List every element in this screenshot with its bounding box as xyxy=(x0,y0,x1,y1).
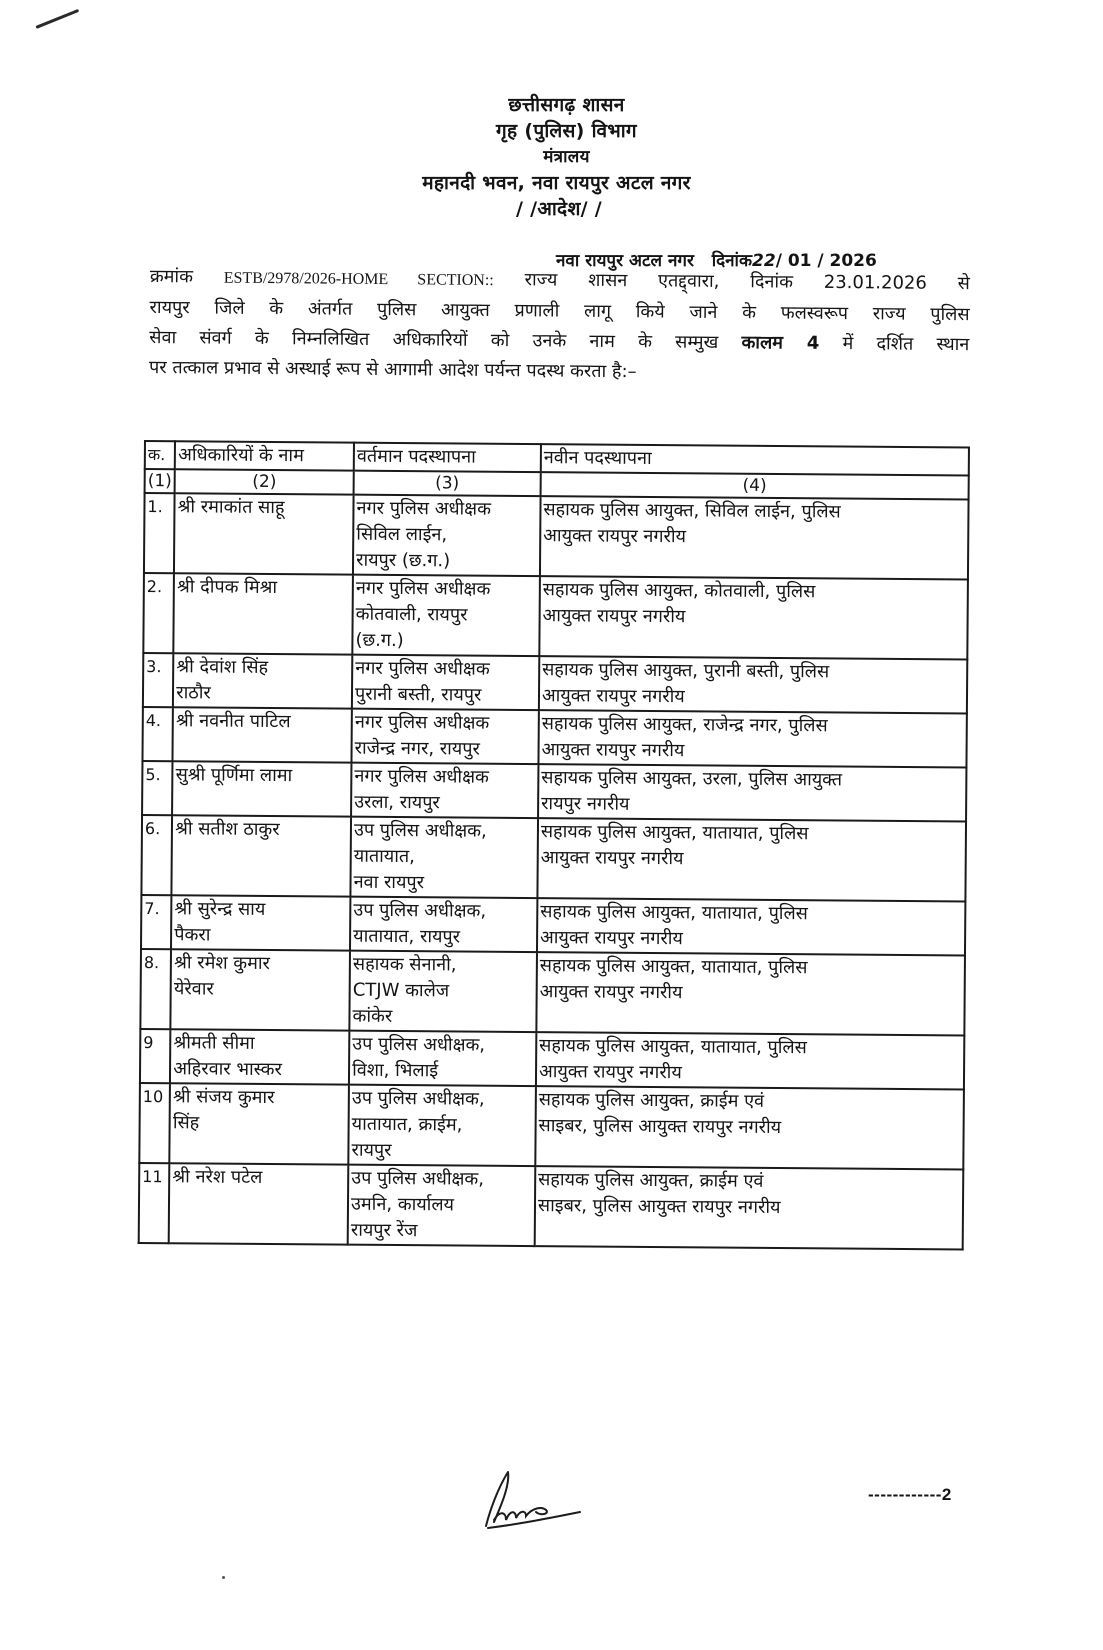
current-posting-line: रायपुर xyxy=(351,1139,392,1161)
serial-number: 9 xyxy=(140,1029,171,1083)
serial-number: 11 xyxy=(139,1163,170,1243)
new-posting-line: साइबर, पुलिस आयुक्त रायपुर नगरीय xyxy=(537,1195,781,1219)
new-posting-line: आयुक्त रायपुर नगरीय xyxy=(540,847,684,870)
new-posting-line: आयुक्त रायपुर नगरीय xyxy=(539,981,683,1004)
officer-name xyxy=(172,761,351,816)
header-serial: क. xyxy=(145,441,175,469)
serial-number: 10 xyxy=(139,1083,170,1163)
serial-number: 8. xyxy=(140,949,171,1029)
officer-name-line: सुश्री पूर्णिमा लामा xyxy=(175,764,293,787)
officer-name-line: अहिरवार भास्कर xyxy=(173,1058,282,1081)
current-posting-line: रायपुर (छ.ग.) xyxy=(356,549,451,572)
new-posting-line: रायपुर नगरीय xyxy=(541,793,630,815)
officer-name xyxy=(171,895,350,950)
current-posting-line: उप पुलिस अधीक्षक, xyxy=(353,899,487,922)
current-posting-line: सहायक सेनानी, xyxy=(352,953,457,976)
current-posting-line: (छ.ग.) xyxy=(355,629,404,652)
new-posting xyxy=(538,710,966,767)
current-posting xyxy=(352,655,539,710)
new-posting xyxy=(539,576,968,659)
new-posting-line: आयुक्त रायपुर नगरीय xyxy=(541,739,685,762)
current-posting xyxy=(353,495,540,576)
new-posting-line: सहायक पुलिस आयुक्त, यातायात, पुलिस xyxy=(540,901,808,925)
serial-number: 7. xyxy=(141,895,172,949)
officer-name xyxy=(174,493,353,574)
current-posting-line: उप पुलिस अधीक्षक, xyxy=(352,1033,486,1056)
column-number-3: (3) xyxy=(354,471,541,496)
new-posting xyxy=(536,952,965,1035)
header-current-posting: वर्तमान पदस्थापना xyxy=(354,443,541,472)
current-posting-line: उरला, रायपुर xyxy=(354,791,440,814)
officer-name xyxy=(172,815,351,896)
new-posting-line: सहायक पुलिस आयुक्त, राजेन्द्र नगर, पुलिस xyxy=(541,713,828,737)
scan-speck xyxy=(222,1576,225,1579)
current-posting xyxy=(348,1085,535,1166)
current-posting-line: उप पुलिस अधीक्षक, xyxy=(353,819,487,842)
current-posting xyxy=(350,817,537,898)
officer-name xyxy=(170,1083,349,1164)
officer-name xyxy=(173,707,352,762)
current-posting xyxy=(352,575,539,656)
officer-name-line: श्री नरेश पटेल xyxy=(172,1166,263,1188)
officer-name-line: श्री रमेश कुमार xyxy=(174,952,271,975)
current-posting-line: यातायात, रायपुर xyxy=(353,925,461,948)
new-posting xyxy=(535,1166,964,1249)
new-posting-line: सहायक पुलिस आयुक्त, पुरानी बस्ती, पुलिस xyxy=(542,659,830,683)
document-header xyxy=(0,92,1103,222)
current-posting-line: नगर पुलिस अधीक्षक xyxy=(355,577,491,600)
office-address: महानदी भवन, नवा रायपुर अटल नगर xyxy=(422,172,691,194)
current-posting-line: रायपुर रेंज xyxy=(350,1219,418,1242)
new-posting-line: सहायक पुलिस आयुक्त, कोतवाली, पुलिस xyxy=(542,579,816,603)
new-posting-line: सहायक पुलिस आयुक्त, क्राईम एवं xyxy=(538,1169,764,1192)
column-reference: कालम 4 xyxy=(741,332,820,354)
new-posting-line: आयुक्त रायपुर नगरीय xyxy=(541,685,685,708)
current-posting-line: नवा रायपुर xyxy=(353,871,425,894)
new-posting xyxy=(535,1086,964,1169)
serial-number: 2. xyxy=(143,573,174,653)
header-officer-name: अधिकारियों के नाम xyxy=(175,441,354,470)
current-posting-line: नगर पुलिस अधीक्षक xyxy=(354,765,489,788)
officer-name xyxy=(173,653,352,708)
table-row xyxy=(140,1029,964,1089)
current-posting-line: सिविल लाईन, xyxy=(356,523,448,546)
intro-line3-prefix: सेवा संवर्ग के निम्नलिखित अधिकारियों को उनके नाम के सम्मुख xyxy=(149,326,719,353)
current-posting-line: नगर पुलिस अधीक्षक xyxy=(355,657,490,680)
intro-line1-text: राज्य शासन एतद्द्वारा, दिनांक 23.01.2026 से xyxy=(524,269,970,295)
current-posting-line: राजेन्द्र नगर, रायपुर xyxy=(354,737,480,760)
current-posting-line: उप पुलिस अधीक्षक, xyxy=(351,1167,485,1190)
current-posting xyxy=(349,951,536,1032)
table-row xyxy=(139,1163,964,1249)
serial-number: 6. xyxy=(141,815,172,895)
government-name: छत्तीसगढ़ शासन xyxy=(508,94,625,116)
current-posting-line: यातायात, xyxy=(353,845,416,868)
order-intro-paragraph xyxy=(149,262,970,390)
new-posting-line: साइबर, पुलिस आयुक्त रायपुर नगरीय xyxy=(538,1115,782,1139)
officer-name-line: पैकरा xyxy=(174,924,211,946)
table-row xyxy=(139,1083,964,1169)
printed-date: / 01 / 2026 xyxy=(775,251,877,271)
current-posting-line: कोतवाली, रायपुर xyxy=(355,603,468,626)
table-row xyxy=(141,895,965,955)
intro-line3-suffix: में दर्शित स्थान xyxy=(842,333,970,356)
column-number-2: (2) xyxy=(175,469,354,494)
officer-name-line: श्री दीपक मिश्रा xyxy=(177,576,278,599)
current-posting-line: उमनि, कार्यालय xyxy=(351,1193,455,1216)
new-posting xyxy=(539,656,967,713)
table-row xyxy=(143,573,968,659)
serial-number: 1. xyxy=(144,493,175,573)
table-row xyxy=(143,653,967,713)
table-row xyxy=(142,707,966,767)
table-row xyxy=(142,761,966,821)
new-posting-line: आयुक्त रायपुर नगरीय xyxy=(542,605,686,628)
officer-name-line: श्री सुरेन्द्र साय xyxy=(174,898,266,920)
officer-name-line: येरेवार xyxy=(173,978,214,1000)
officer-name xyxy=(171,949,350,1030)
new-posting xyxy=(538,764,966,821)
new-posting-line: आयुक्त रायपुर नगरीय xyxy=(543,525,687,548)
serial-number: 3. xyxy=(143,653,174,707)
ministry-name: मंत्रालय xyxy=(543,147,590,167)
handwritten-date: 22 xyxy=(752,251,776,271)
serial-number: 5. xyxy=(142,761,173,815)
officer-name xyxy=(169,1163,348,1244)
new-posting-line: सहायक पुलिस आयुक्त, क्राईम एवं xyxy=(538,1089,765,1112)
new-posting xyxy=(536,1032,964,1089)
table-row xyxy=(141,815,966,901)
officer-name-line: श्री संजय कुमार xyxy=(172,1086,275,1109)
posting-table-container xyxy=(138,440,970,1250)
current-posting xyxy=(349,1031,536,1086)
current-posting-line: नगर पुलिस अधीक्षक xyxy=(356,497,492,520)
current-posting-line: उप पुलिस अधीक्षक, xyxy=(351,1087,485,1110)
officer-name-line: श्री नवनीत पाटिल xyxy=(175,710,291,733)
page-continuation-marker: ------------2 xyxy=(868,1485,952,1504)
current-posting-line: पुरानी बस्ती, रायपुर xyxy=(355,683,482,706)
current-posting-line: नगर पुलिस अधीक्षक xyxy=(354,711,490,734)
header-new-posting: नवीन पदस्थापना xyxy=(541,444,969,475)
new-posting-line: सहायक पुलिस आयुक्त, यातायात, पुलिस xyxy=(539,1035,807,1059)
current-posting xyxy=(351,763,538,818)
officer-name-line: राठौर xyxy=(176,682,211,704)
dateline-label: दिनांक xyxy=(711,251,753,271)
column-number-1: (1) xyxy=(145,469,175,493)
dateline-place: नवा रायपुर अटल नगर xyxy=(556,251,694,271)
new-posting-line: सहायक पुलिस आयुक्त, यातायात, पुलिस xyxy=(540,821,809,845)
officer-name xyxy=(174,573,353,654)
new-posting-line: आयुक्त रायपुर नगरीय xyxy=(538,1061,682,1084)
table-row xyxy=(144,493,969,579)
column-number-4: (4) xyxy=(541,472,969,499)
reference-number: ESTB/2978/2026-HOME SECTION:: xyxy=(223,269,494,290)
new-posting-line: सहायक पुलिस आयुक्त, उरला, पुलिस आयुक्त xyxy=(541,767,843,791)
officer-name-line: श्री रमाकांत साहू xyxy=(177,496,285,519)
signature xyxy=(480,1470,590,1530)
officer-name-line: श्री देवांश सिंह xyxy=(176,656,269,678)
reference-prefix: क्रमांक xyxy=(149,265,194,288)
officer-name xyxy=(170,1029,349,1084)
intro-line4: पर तत्काल प्रभाव से अस्थाई रूप से आगामी आदेश पर्यन्त पदस्थ करता है:– xyxy=(148,356,637,383)
current-posting-line: यातायात, क्राईम, xyxy=(351,1113,463,1136)
table-row xyxy=(140,949,965,1035)
new-posting-line: सहायक पुलिस आयुक्त, सिविल लाईन, पुलिस xyxy=(543,499,841,523)
new-posting-line: सहायक पुलिस आयुक्त, यातायात, पुलिस xyxy=(539,955,808,979)
new-posting xyxy=(537,898,965,955)
current-posting xyxy=(350,897,537,952)
officer-name-line: सिंह xyxy=(172,1112,200,1134)
officer-name-line: श्री सतीश ठाकुर xyxy=(175,818,280,841)
order-title: / /आदेश/ / xyxy=(515,198,603,220)
new-posting xyxy=(540,496,969,579)
officer-name-line: श्रीमती सीमा xyxy=(173,1032,255,1054)
pen-stroke-mark xyxy=(35,9,79,29)
current-posting-line: विशा, भिलाई xyxy=(352,1059,439,1082)
current-posting xyxy=(348,1165,535,1246)
table-body xyxy=(139,493,969,1249)
current-posting-line: CTJW कालेज xyxy=(352,979,450,1002)
new-posting xyxy=(537,818,966,901)
department-name: गृह (पुलिस) विभाग xyxy=(496,120,637,142)
intro-line2: रायपुर जिले के अंतर्गत पुलिस आयुक्त प्रणाली लागू किये जाने के फलस्वरूप राज्य पुलिस xyxy=(149,296,970,326)
current-posting xyxy=(352,709,539,764)
serial-number: 4. xyxy=(142,707,173,761)
posting-table xyxy=(138,440,970,1250)
current-posting-line: कांकेर xyxy=(352,1005,393,1027)
new-posting-line: आयुक्त रायपुर नगरीय xyxy=(539,927,683,950)
